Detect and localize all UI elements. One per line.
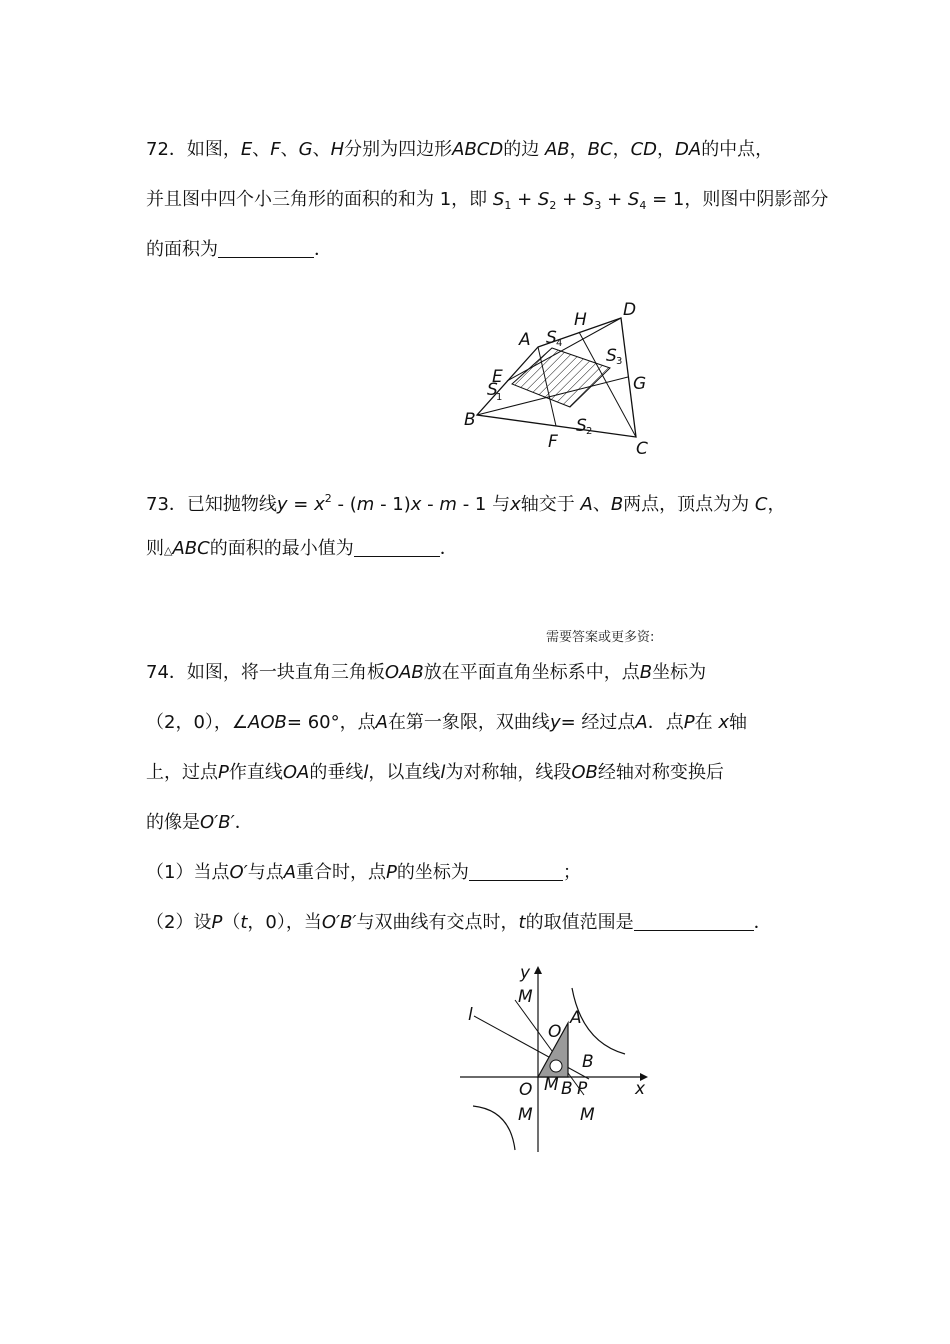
label-C: C <box>636 439 648 459</box>
label-S4-sub: 4 <box>556 338 563 349</box>
q72-line1: 72．如图，E、F、G、H分别为四边形ABCD的边 AB，BC，CD，DA的中点， <box>146 139 774 160</box>
q74-line1: 74．如图，将一块直角三角板OAB放在平面直角坐标系中，点B坐标为 <box>146 662 707 683</box>
shaded-region <box>512 348 610 407</box>
answer-blank[interactable] <box>634 912 754 931</box>
label-O: O <box>519 1080 533 1100</box>
label-B: B <box>464 410 476 430</box>
resource-note: 需要答案或更多资: <box>546 630 655 645</box>
answer-blank[interactable] <box>354 538 440 557</box>
label-S2: S <box>576 416 587 436</box>
label-S3-sub: 3 <box>616 356 623 367</box>
label-M3: M <box>518 1105 533 1125</box>
label-x: x <box>635 1079 646 1099</box>
label-S3: S <box>606 346 617 366</box>
label-S2-sub: 2 <box>586 426 593 437</box>
q74-part2: （2）设P（t，0），当O′B′与双曲线有交点时，t的取值范围是 ． <box>146 912 772 933</box>
answer-blank[interactable] <box>469 862 563 881</box>
label-F: F <box>548 432 558 452</box>
q74-line2: （2，0），∠AOB= 60°，点A在第一象限，双曲线y= 经过点A．点P在 x轴 <box>146 712 747 733</box>
label-G: G <box>633 374 647 394</box>
figure-quadrilateral <box>455 298 675 458</box>
q73-line1: 73．已知抛物线$y = x^2 - (m - 1)x - m - 1$ 与x轴交于 A、B两点，顶点为为 C， <box>146 492 786 515</box>
label-H: H <box>574 310 587 330</box>
q73-line2: 则△ABC的面积的最小值为 ． <box>146 538 458 559</box>
label-A: A <box>519 330 531 350</box>
label-M: M <box>518 987 533 1007</box>
q72-line3: 的面积为 ． <box>146 239 332 260</box>
q74-part1: （1）当点O′与点A重合时，点P的坐标为 ； <box>146 862 581 883</box>
label-A: A <box>570 1008 582 1028</box>
label-y: y <box>520 963 531 983</box>
label-P: P <box>577 1079 588 1099</box>
point-marker <box>550 1060 562 1072</box>
label-S1-sub: 1 <box>496 392 503 403</box>
q74-line3: 上，过点P作直线OA的垂线l，以直线l为对称轴，线段OB经轴对称变换后 <box>146 762 724 783</box>
label-D: D <box>623 300 637 320</box>
label-S4: S <box>546 328 557 348</box>
label-M4: M <box>580 1105 595 1125</box>
label-E: E <box>492 367 503 387</box>
figure-coordinate <box>455 960 655 1150</box>
y-axis-arrow <box>534 966 542 974</box>
hyperbola-branch-2 <box>473 1106 515 1150</box>
label-l: l <box>468 1005 473 1025</box>
q74-line4: 的像是O′B′． <box>146 812 253 833</box>
label-S1: S <box>487 380 498 400</box>
q72-line2: 并且图中四个小三角形的面积的和为 1，即 $S_1 + S_2 + S_3 + S_4 = 1$，则图中阴影部分 <box>146 189 829 212</box>
answer-blank[interactable] <box>218 239 314 258</box>
label-M2: M <box>544 1075 559 1095</box>
label-B-prime: B <box>582 1052 594 1072</box>
label-B: B <box>561 1079 573 1099</box>
label-O-prime: O <box>548 1022 562 1042</box>
